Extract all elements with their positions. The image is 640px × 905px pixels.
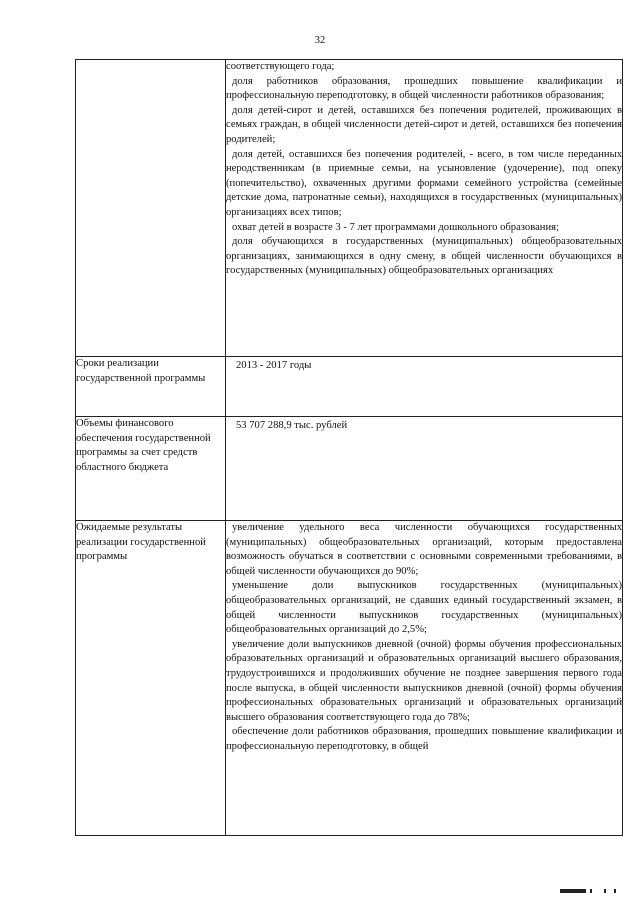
- funding-label: Объемы финансового обеспечения государственной программы за счет средств областного бюджета: [76, 417, 226, 521]
- table-row-expected-results: [76, 521, 623, 836]
- table-row-indicators-continued: [76, 60, 623, 357]
- page-number: 32: [314, 35, 326, 46]
- timeline-value-cell: [226, 357, 623, 417]
- scan-artifact: [614, 889, 616, 893]
- list-item: охват детей в возрасте 3 - 7 лет программами дошкольного образования;: [232, 221, 559, 233]
- funding-value: 53 707 288,9 тыс. рублей: [236, 420, 348, 431]
- table-row-timeline: [76, 357, 623, 417]
- list-item: уменьшение доли выпускников государственных (муниципальных) общеобразовательных организаций, не сдавших единый государственный экзамен, в общей численности выпускников государственных (муниципальных) общеобразовательных организаций до 2,5%;: [226, 580, 622, 636]
- scan-artifact: [590, 889, 592, 893]
- list-item: увеличение удельного веса численности обучающихся государственных (муниципальных) общеобразовательных организаций, которым предоставлена возможность обучаться в соответствии с основными современными требованиями, в общей численности обучающихся до 90%;: [226, 522, 622, 577]
- timeline-label: Сроки реализации государственной программы: [76, 357, 226, 417]
- scan-artifact: [560, 889, 586, 893]
- list-item: доля детей-сирот и детей, оставшихся без попечения родителей, проживающих в семьях граждан, в общей численности детей-сирот и детей, оставшихся без попечения родителей;: [226, 104, 622, 145]
- expected-results-list: [226, 521, 623, 836]
- list-item: доля работников образования, прошедших повышение квалификации и профессиональную переподготовку, в общей численности работников образования;: [226, 75, 622, 102]
- list-item: обеспечение доли работников образования, прошедших повышение квалификации и профессиональную переподготовку, в общей: [226, 726, 622, 752]
- row-label-empty: [76, 60, 226, 357]
- list-item: увеличение доли выпускников дневной (очной) формы обучения профессиональных образовательных организаций и образовательных организаций высшего образования, трудоустроившихся и продолживших обучение не позднее завершения первого года после выпуска, в общей численности выпускников дневной (очной) формы обучения профессиональных образовательных организаций и образовательных организаций высшего образования соответствующего года до 78%;: [226, 638, 622, 723]
- scan-artifact: [604, 889, 606, 893]
- indicators-list: [226, 60, 623, 357]
- program-passport-table: [75, 59, 623, 836]
- timeline-value: 2013 - 2017 годы: [236, 360, 312, 371]
- list-item: соответствующего года;: [226, 61, 335, 72]
- table-row-funding: [76, 417, 623, 521]
- funding-value-cell: [226, 417, 623, 521]
- list-item: доля детей, оставшихся без попечения родителей, - всего, в том числе переданных неродственникам (в приемные семьи, на усыновление (удочерение), под опеку (попечительство), охваченных другими формами семейного устройства (семейные детские дома, патронатные семьи), находящихся в государственных (муниципальных) организациях всех типов;: [226, 148, 622, 218]
- expected-results-label: Ожидаемые результаты реализации государственной программы: [76, 521, 226, 836]
- list-item: доля обучающихся в государственных (муниципальных) общеобразовательных организациях, занимающихся в одну смену, в общей численности обучающихся в государственных (муниципальных) общеобразовательных организациях: [226, 236, 622, 277]
